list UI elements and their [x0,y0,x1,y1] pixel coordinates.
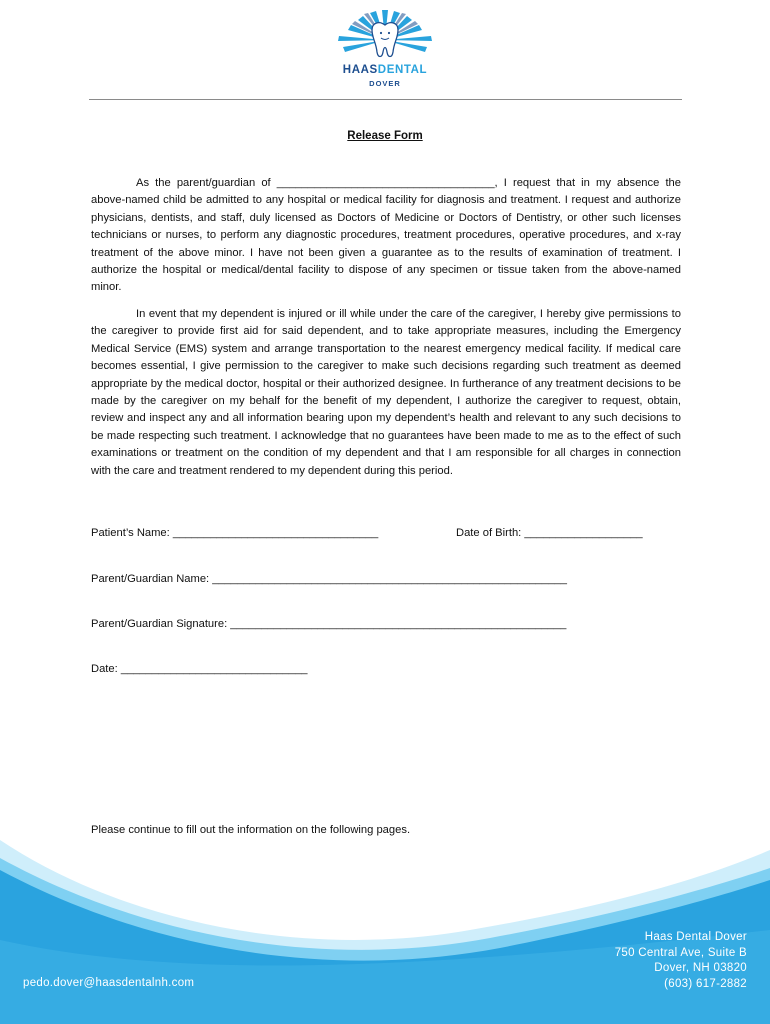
date-field[interactable]: Date: ______________________________ [91,663,308,675]
guardian-name-field[interactable]: Parent/Guardian Name: _________________________________________________________ [91,573,567,585]
logo-location: DOVER [369,79,401,88]
header-divider [89,99,682,100]
haas-dental-logo [330,8,440,90]
continue-note: Please continue to fill out the information on the following pages. [91,824,411,836]
logo-wordmark-part2: DENTAL [377,64,428,76]
consent-paragraph-1: As the parent/guardian of ___________________________________, I request that in my absence the above-named child be admitted to any hospital or medical facility for diagnosis and treatment. I request and authorize physicians, dentists, and staff, duly licensed as Doctors of Medicine or Doctors of Dentistry, or other such licenses technicians or nurses, to perform any diagnostic procedures, treatment procedures, operative procedures, and x-ray treatment of the above minor. I have not been given a guarantee as to the results of examination of treatment. I authorize the hospital or medical/dental facility to dispose of any specimen or tissue taken from the above-named minor. [91,177,681,294]
logo-wordmark [330,64,440,76]
footer-address-line2: Dover, NH 03820 [654,962,747,975]
footer-address-line1: 750 Central Ave, Suite B [614,946,747,959]
footer-phone: (603) 617-2882 [664,977,747,990]
tooth-sunburst-icon [330,8,440,66]
consent-paragraph-2: In event that my dependent is injured or ill while under the care of the caregiver, I hereby give permissions to the caregiver to provide first aid for said dependent, and to take appropriate measures, including the Emergency Medical Service (EMS) system and arrange transportation to the nearest emergency medical facility. If medical care becomes essential, I give permission to the caregiver to make such decisions regarding such treatment as deemed appropriate by the medical doctor, hospital or their authorized designee. In furtherance of any treatment decisions to be made by the caregiver on my behalf for the benefit of my dependent, I authorize the caregiver to request, obtain, review and inspect any and all information bearing upon my dependent’s health and relevant to any such decisions to be made respecting such treatment. I acknowledge that no guarantees have been made to me as to the effect of such examinations or treatment on the condition of my dependent and that I am responsible for all charges in connection with the care and treatment rendered to my dependent during this period. [91,308,681,477]
form-title: Release Form [347,130,423,142]
footer-practice-name: Haas Dental Dover [644,931,747,943]
logo-wordmark-part1: HAAS [342,64,378,76]
footer-address [615,930,747,992]
date-of-birth-field[interactable]: Date of Birth: ___________________ [456,527,643,539]
footer-email[interactable]: pedo.dover@haasdentalnh.com [23,977,195,989]
guardian-signature-field[interactable]: Parent/Guardian Signature: ______________________________________________________ [91,618,567,630]
patient-name-field[interactable]: Patient’s Name: _________________________________ [91,527,379,539]
